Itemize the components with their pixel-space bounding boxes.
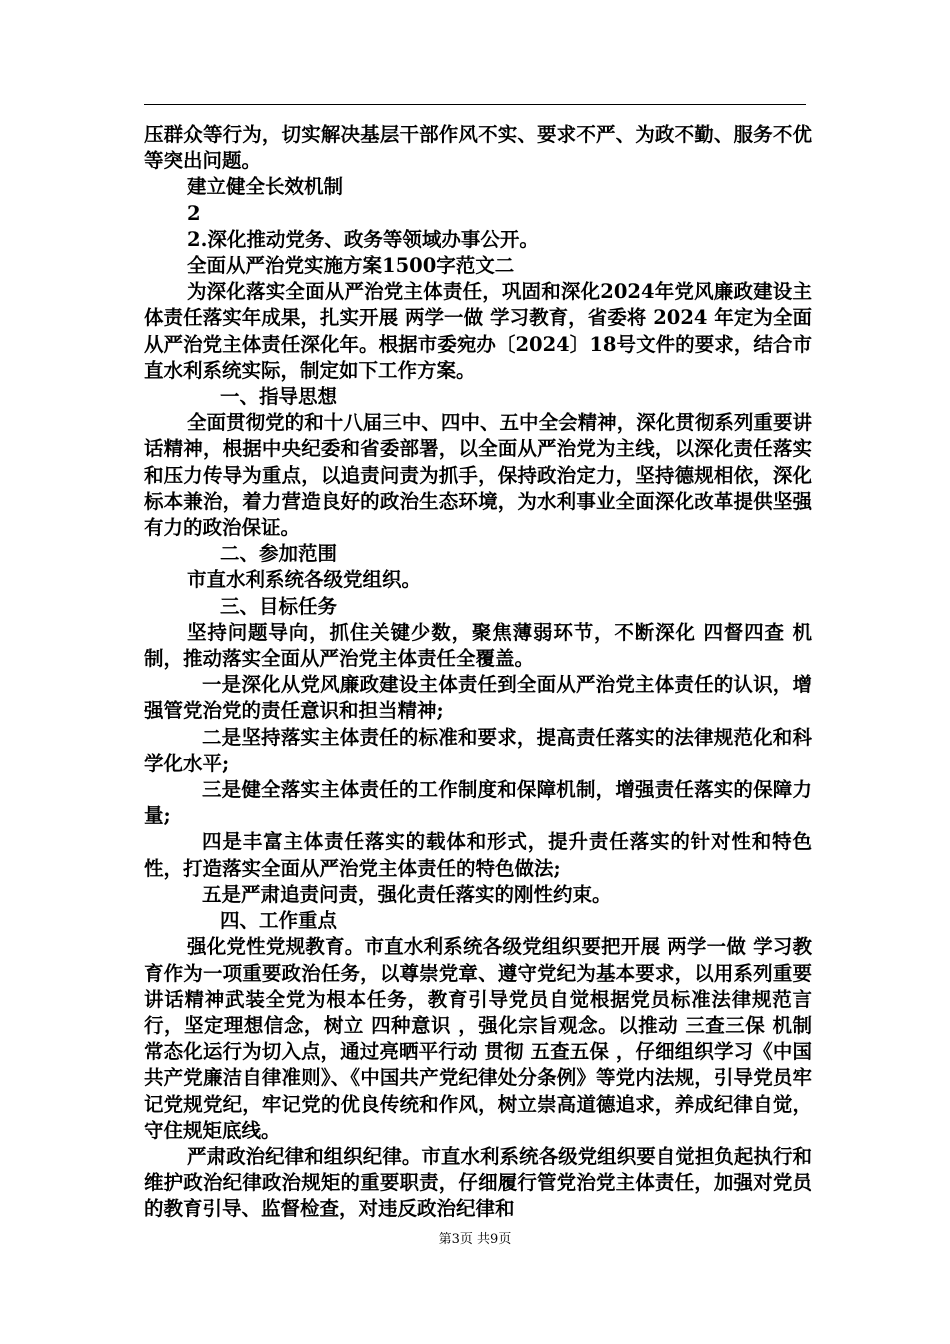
paragraph: 五是严肃追责问责，强化责任落实的刚性约束。 (202, 882, 612, 906)
paragraph: 二是坚持落实主体责任的标准和要求，提高责任落实的法律规范化和科学化水平; (144, 725, 812, 775)
paragraph: 四是丰富主体责任落实的载体和形式，提升责任落实的针对性和特色性，打造落实全面从严治党主体责任的特色做法; (144, 830, 812, 880)
paragraph: 三、目标任务 (220, 594, 338, 618)
paragraph: 压群众等行为，切实解决基层干部作风不实、要求不严、为政不勤、服务不优等突出问题。 (144, 123, 812, 173)
paragraph: 三是健全落实主体责任的工作制度和保障机制，增强责任落实的保障力量; (144, 778, 812, 828)
paragraph: 四、工作重点 (220, 909, 338, 933)
paragraph: 为深化落实全面从严治党主体责任，巩固和深化2024年党风廉政建设主体责任落实年成果，扎实开展 两学一做 学习教育，省委将 2024 年定为全面从严治党主体责任深化年。根据市委宛办〔2024〕18号文件的要求，结合市直水利系统实际，制定如下工作方案。 (144, 280, 812, 382)
paragraph: 二、参加范围 (220, 542, 338, 566)
paragraph: 坚持问题导向，抓住关键少数，聚焦薄弱环节，不断深化 四督四查 机制，推动落实全面从严治党主体责任全覆盖。 (144, 620, 812, 671)
paragraph: 一、指导思想 (220, 385, 338, 409)
paragraph: 一是深化从党风廉政建设主体责任到全面从严治党主体责任的认识，增强管党治党的责任意识和担当精神; (144, 673, 812, 723)
paragraph: 建立健全长效机制 (187, 175, 344, 199)
paragraph: 强化党性党规教育。市直水利系统各级党组织要把开展 两学一做 学习教育作为一项重要政治任务，以尊崇党章、遵守党纪为基本要求，以用系列重要讲话精神武装全党为根本任务，教育引导党员自觉根据党员标准法律规范言行，坚定理想信念，树立 四种意识 ，强化宗旨观念。以推动 三查三保 机制常态化运行为切入点，通过亮晒平行动 贯彻 五查五保 ，仔细组织学习《中国共产党廉洁自律准则》、《中国共产党纪律处分条例》等党内法规，引导党员牢记党规党纪，牢记党的优良传统和作风，树立崇高道德追求，养成纪律自觉，守住规矩底线。 (144, 935, 812, 1142)
paragraph: 市直水利系统各级党组织。 (187, 568, 422, 592)
header-rule (144, 104, 806, 105)
document-body (144, 122, 812, 1223)
paragraph: 2.深化推动党务、政务等领域办事公开。 (187, 227, 539, 251)
paragraph: 全面贯彻党的和十八届三中、四中、五中全会精神，深化贯彻系列重要讲话精神，根据中央纪委和省委部署，以全面从严治党为主线，以深化责任落实和压力传导为重点，以追责问责为抓手，保持政治定力，坚持德规相依，深化标本兼治，着力营造良好的政治生态环境，为水利事业全面深化改革提供坚强有力的政治保证。 (144, 411, 812, 540)
page-footer: 第3页 共9页 (438, 1232, 512, 1247)
paragraph: 2 (187, 201, 201, 225)
paragraph: 严肃政治纪律和组织纪律。市直水利系统各级党组织要自觉担负起执行和维护政治纪律政治规矩的重要职责，仔细履行管党治党主体责任，加强对党员的教育引导、监督检查，对违反政治纪律和 (144, 1144, 812, 1221)
paragraph: 全面从严治党实施方案1500字范文二 (187, 254, 515, 278)
